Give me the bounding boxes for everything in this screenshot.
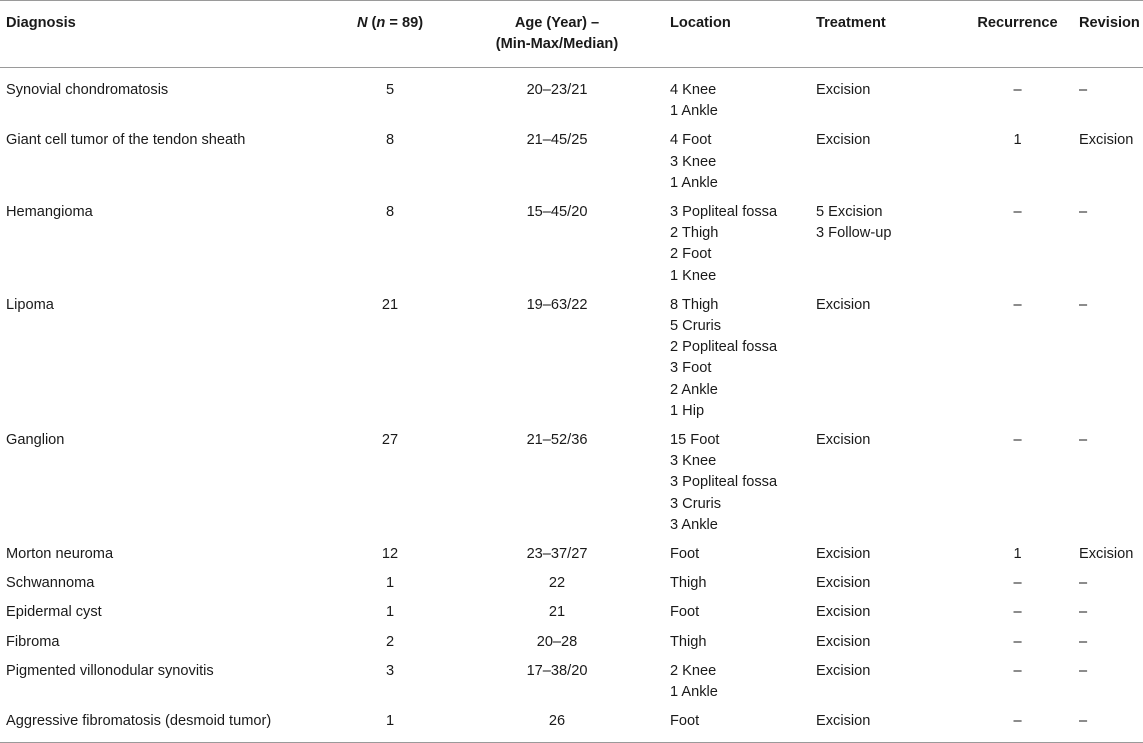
cell-treatment	[810, 68, 962, 127]
cell-treatment	[810, 540, 962, 569]
cell-location-line: Thigh	[670, 633, 707, 650]
header-diagnosis: Diagnosis	[0, 1, 330, 68]
cell-treatment-line: Excision	[816, 546, 871, 563]
cell-treatment	[810, 426, 962, 540]
cell-location-line: 2 Foot	[670, 246, 712, 263]
cell-location-line: 4 Foot	[670, 132, 712, 149]
cell-revision: –	[1073, 707, 1143, 743]
cell-revision: –	[1079, 633, 1088, 650]
cell-treatment-line: Excision	[816, 82, 871, 98]
cell-treatment-line: Excision	[816, 132, 871, 149]
cell-recurrence: –	[962, 707, 1073, 743]
cell-revision: –	[1079, 575, 1088, 592]
cell-treatment-line: 3 Follow-up	[816, 225, 892, 242]
cell-treatment-line: Excision	[816, 604, 871, 621]
cell-treatment	[810, 628, 962, 657]
table-row	[0, 569, 1143, 598]
cell-treatment	[810, 126, 962, 198]
header-recurrence: Recurrence	[962, 1, 1073, 68]
cell-age: 20–23/21	[526, 82, 588, 98]
table-row	[0, 598, 1143, 627]
cell-treatment-line: Excision	[816, 575, 871, 592]
cell-treatment-line: Excision	[816, 633, 871, 650]
cell-location-line: 3 Ankle	[670, 516, 718, 533]
cell-diagnosis: Giant cell tumor of the tendon sheath	[6, 132, 246, 149]
cell-location-line: 3 Popliteal fossa	[670, 204, 778, 221]
cell-diagnosis: Epidermal cyst	[6, 604, 102, 621]
cell-n: 2	[385, 633, 395, 650]
cell-recurrence: –	[1013, 204, 1022, 221]
cell-revision: –	[1079, 604, 1088, 621]
cell-location-line: Foot	[670, 546, 700, 563]
cell-location-line: Foot	[670, 713, 700, 730]
cell-treatment-line: Excision	[816, 713, 871, 730]
cell-location-line: Thigh	[670, 575, 707, 592]
cell-age: 21–52/36	[526, 432, 588, 449]
cell-location	[664, 68, 810, 127]
cell-location	[664, 598, 810, 627]
table-header	[0, 1, 1143, 68]
cell-location-line: 5 Cruris	[670, 318, 722, 335]
cell-treatment-line: 5 Excision	[816, 204, 883, 221]
cell-location	[664, 628, 810, 657]
cell-diagnosis: Morton neuroma	[6, 546, 114, 563]
cell-diagnosis: Hemangioma	[6, 204, 93, 221]
table-body	[0, 68, 1143, 743]
cell-revision: –	[1079, 432, 1088, 449]
cell-revision: –	[1079, 662, 1088, 679]
cell-location-line: 3 Knee	[670, 453, 717, 470]
cell-age: 26	[450, 707, 664, 743]
cell-diagnosis: Fibroma	[6, 633, 60, 650]
cell-treatment-line: Excision	[816, 296, 871, 313]
cell-n: 1	[330, 707, 450, 743]
cell-location-line: 1 Ankle	[670, 103, 718, 120]
cell-location	[664, 198, 810, 291]
cell-revision: –	[1079, 82, 1088, 98]
table-row	[0, 68, 1143, 127]
cell-treatment	[810, 569, 962, 598]
table-row	[0, 198, 1143, 291]
cell-treatment	[810, 198, 962, 291]
cell-recurrence: 1	[1013, 132, 1022, 149]
cell-treatment	[810, 291, 962, 426]
cell-location-line: 8 Thigh	[670, 296, 719, 313]
cell-recurrence: –	[1013, 82, 1022, 98]
cell-age: 15–45/20	[526, 204, 588, 221]
cell-recurrence: 1	[1013, 546, 1022, 563]
cell-diagnosis: Schwannoma	[6, 575, 95, 592]
cell-diagnosis: Ganglion	[6, 432, 65, 449]
cell-location-line: 3 Foot	[670, 360, 712, 377]
cell-location	[664, 291, 810, 426]
table-row	[0, 657, 1143, 707]
cell-age: 23–37/27	[526, 546, 588, 563]
cell-location	[664, 657, 810, 707]
cell-n: 21	[381, 296, 399, 313]
cell-location	[664, 540, 810, 569]
cell-revision: Excision	[1079, 546, 1134, 563]
cell-treatment-line: Excision	[816, 432, 871, 449]
cell-diagnosis: Pigmented villonodular synovitis	[6, 662, 214, 679]
cell-location-line: Foot	[670, 604, 700, 621]
cell-revision: Excision	[1079, 132, 1134, 149]
cell-n: 27	[381, 432, 399, 449]
cell-location-line: 3 Cruris	[670, 495, 722, 512]
cell-n: 12	[381, 546, 399, 563]
cell-n: 5	[385, 82, 395, 98]
cell-n: 1	[385, 575, 395, 592]
cell-revision: –	[1079, 204, 1088, 221]
table-row	[0, 540, 1143, 569]
cell-treatment-line: Excision	[816, 662, 871, 679]
cell-location-line: 2 Ankle	[670, 381, 718, 398]
table-row	[0, 291, 1143, 426]
cell-treatment	[810, 707, 962, 743]
header-revision: Revision	[1073, 1, 1143, 68]
cell-location-line: 1 Hip	[670, 402, 705, 419]
cell-location-line: 2 Thigh	[670, 225, 719, 242]
cell-treatment	[810, 598, 962, 627]
cell-location	[664, 426, 810, 540]
cell-n: 1	[385, 604, 395, 621]
header-location: Location	[664, 1, 810, 68]
cell-treatment	[810, 657, 962, 707]
cell-n: 3	[385, 662, 395, 679]
table-row	[0, 126, 1143, 198]
cell-location-line: 2 Knee	[670, 662, 717, 679]
cell-location	[664, 126, 810, 198]
cell-location-line: 3 Knee	[670, 153, 717, 170]
cell-location-line: 3 Popliteal fossa	[670, 474, 778, 491]
cell-revision: –	[1079, 296, 1088, 313]
cell-diagnosis: Lipoma	[6, 296, 54, 313]
cell-recurrence: –	[1013, 633, 1022, 650]
cell-recurrence: –	[1013, 432, 1022, 449]
cell-location-line: 4 Knee	[670, 82, 717, 98]
table-row	[0, 707, 1143, 743]
cell-age: 21	[548, 604, 566, 621]
cell-recurrence: –	[1013, 575, 1022, 592]
cell-location-line: 1 Ankle	[670, 684, 718, 701]
cell-recurrence: –	[1013, 296, 1022, 313]
cell-recurrence: –	[1013, 604, 1022, 621]
cell-n: 8	[385, 132, 395, 149]
cell-diagnosis: Aggressive fibromatosis (desmoid tumor)	[0, 707, 330, 743]
cell-location-line: 1 Ankle	[670, 174, 718, 191]
cell-diagnosis: Synovial chondromatosis	[6, 82, 169, 98]
cell-location-line: 15 Foot	[670, 432, 720, 449]
cell-location-line: 1 Knee	[670, 267, 717, 284]
header-row	[0, 1, 1143, 68]
table-row	[0, 426, 1143, 540]
cell-age: 22	[548, 575, 566, 592]
header-age: Age (Year) – (Min-Max/Median)	[450, 1, 664, 68]
cell-location-line: 2 Popliteal fossa	[670, 339, 778, 356]
cell-recurrence: –	[1013, 662, 1022, 679]
cell-age: 21–45/25	[526, 132, 588, 149]
header-n: N (n = 89)	[330, 1, 450, 68]
cell-n: 8	[385, 204, 395, 221]
cell-location	[664, 569, 810, 598]
cell-age: 20–28	[536, 633, 578, 650]
table-row	[0, 628, 1143, 657]
cell-location	[664, 707, 810, 743]
cell-age: 17–38/20	[526, 662, 588, 679]
cell-age: 19–63/22	[526, 296, 588, 313]
header-treatment: Treatment	[810, 1, 962, 68]
